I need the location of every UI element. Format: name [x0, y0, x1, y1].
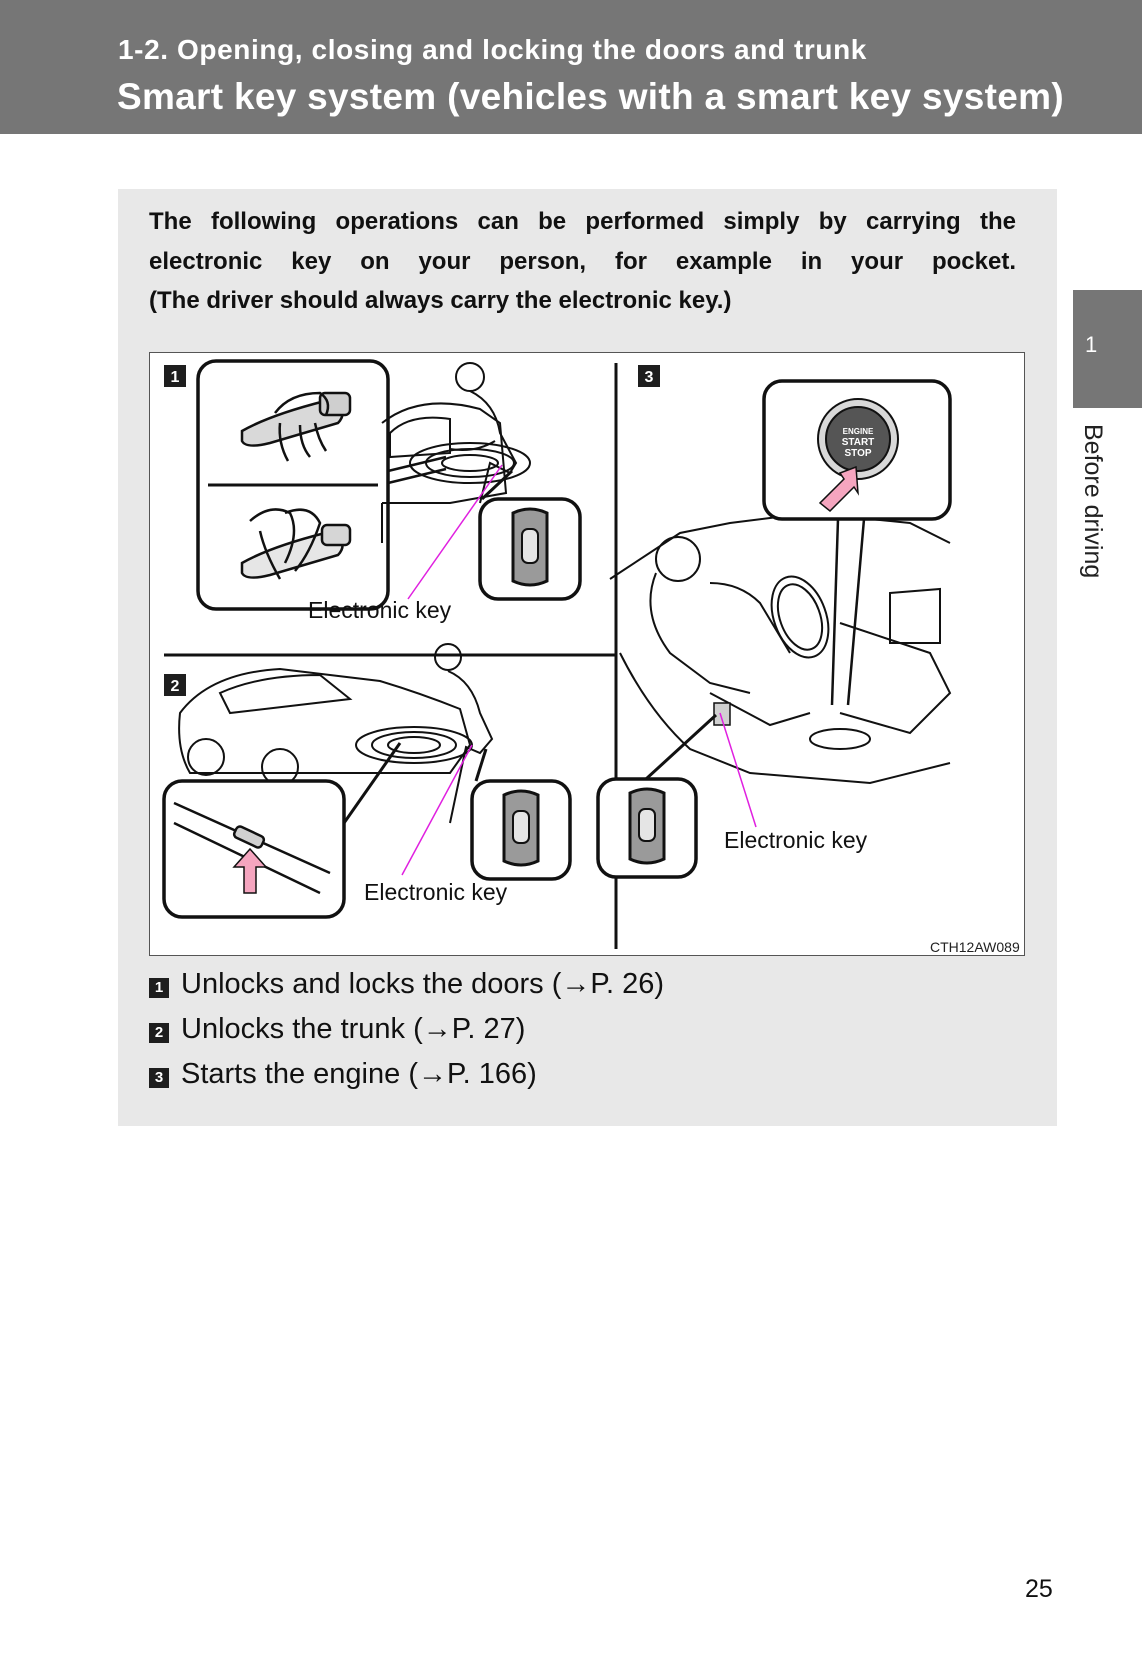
intro-text — [149, 202, 1016, 321]
intro-paragraph: The following operations can be performed simply by carrying the electronic key on your person, for example in your pocket. — [149, 208, 1016, 275]
item-text[interactable]: Unlocks and locks the doors (→P. 26) — [181, 968, 665, 1000]
electronic-key-label-3: Electronic key — [724, 827, 868, 853]
electronic-key-label-1: Electronic key — [308, 597, 452, 623]
list-item — [149, 962, 664, 1007]
item-text[interactable]: Unlocks the trunk (→P. 27) — [181, 1013, 526, 1045]
operations-list — [149, 962, 664, 1097]
item-text[interactable]: Starts the engine (→P. 166) — [181, 1058, 537, 1090]
svg-text:2: 2 — [170, 678, 180, 695]
panel-1-badge — [164, 365, 186, 387]
svg-text:START: START — [841, 437, 875, 448]
svg-text:STOP: STOP — [844, 448, 872, 459]
pointer-line-2 — [402, 745, 472, 875]
engine-start-button-inset — [764, 381, 950, 705]
item-number-badge: 1 — [149, 978, 169, 998]
chapter-label: Before driving — [1079, 424, 1107, 579]
svg-text:ENGINE: ENGINE — [842, 427, 874, 436]
page-header — [0, 0, 1142, 134]
panel-3-badge — [638, 365, 660, 387]
intro-note: (The driver should always carry the electronic key.) — [149, 287, 732, 314]
illustration-figure — [149, 352, 1025, 956]
svg-text:1: 1 — [170, 369, 180, 386]
key-fob-1 — [480, 471, 580, 599]
list-item — [149, 1007, 664, 1052]
item-number-badge: 2 — [149, 1023, 169, 1043]
key-fob-2 — [472, 749, 570, 879]
electronic-key-label-2: Electronic key — [364, 879, 508, 905]
door-handle-inset — [198, 361, 446, 609]
illustration-drawing — [150, 353, 1026, 957]
car-interior-scene — [610, 513, 950, 783]
page-title: Smart key system (vehicles with a smart key system) — [117, 76, 1064, 117]
page-number: 25 — [1025, 1575, 1053, 1603]
chapter-tab[interactable] — [1073, 290, 1142, 408]
chapter-number: 1 — [1085, 332, 1098, 357]
item-number-badge: 3 — [149, 1068, 169, 1088]
section-title: 1-2. Opening, closing and locking the doors and trunk — [118, 34, 867, 65]
panel-2-badge — [164, 674, 186, 696]
figure-code: CTH12AW089 — [930, 939, 1020, 955]
svg-text:3: 3 — [644, 369, 654, 386]
list-item — [149, 1052, 664, 1097]
pointer-line-3 — [720, 713, 756, 827]
